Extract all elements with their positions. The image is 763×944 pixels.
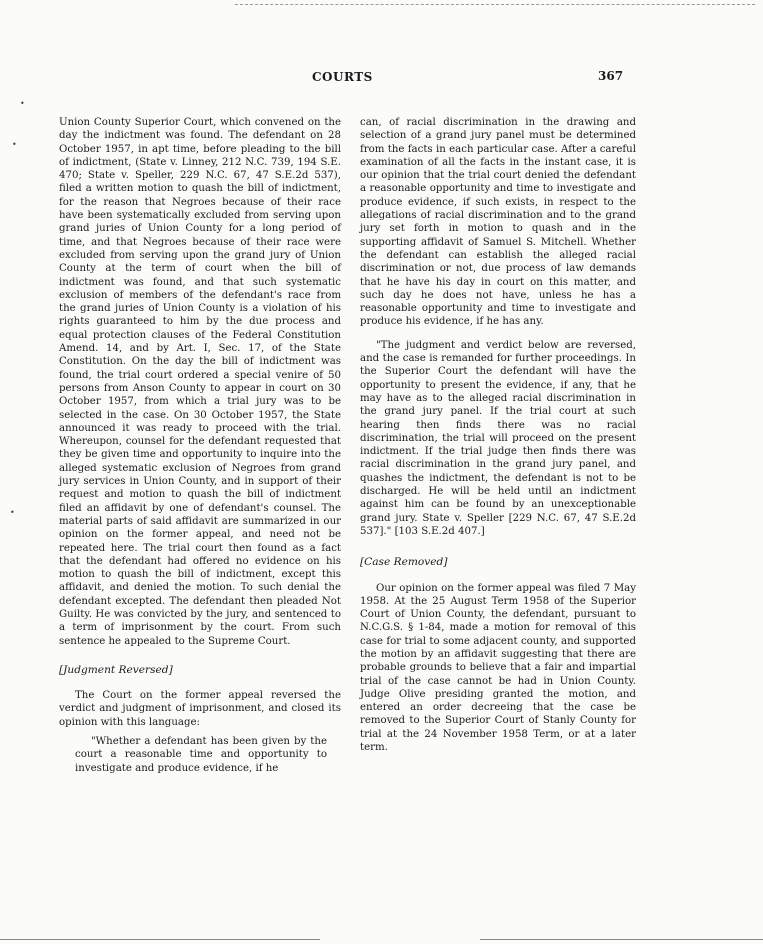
scan-bottom-rule-left — [0, 939, 320, 940]
section-heading-case-removed: [Case Removed] — [360, 556, 448, 569]
scan-speck: • — [10, 508, 15, 517]
scan-speck: • — [20, 99, 25, 108]
page-number: 367 — [598, 69, 624, 83]
section-heading-judgment-reversed: [Judgment Reversed] — [59, 663, 173, 676]
paragraph-procedural-history: Union County Superior Court, which convened on the day the indictment was found. The defendant on 28 October 1957, in apt time, before pleading to the bill of indictment, (State v. Linney, 212 N.C. 739, 194 S.E. 470; State v. Speller, 229 N.C. 67, 47 S.E.2d 537), filed a written motion to quash the bill of indictment, for the reason that Negroes because of their race have been systematically excluded from serving upon grand juries of Union County for a long period of time, and that Negroes because of their race were excluded from serving upon the grand jury of Union County at the term of court when the bill of indictment was found, and that such systematic exclusion of members of the defendant's race from the grand juries of Union County is a violation of his rights guaranteed to him by the due process and equal protection clauses of the Federal Constitution Amend. 14, and by Art. I, Sec. 17, of the State Constitution. On the day the bill of indictment was found, the trial court ordered a special venire of 50 persons from Anson County to appear in court on 30 October 1957, from which a trial jury was to be selected in the case. On 30 October 1957, the State announced it was ready to proceed with the trial. Whereupon, counsel for the defendant requested that they be given time and opportunity to inquire into the alleged systematic exclusion of Negroes from grand jury services in Union County, and in support of their request and motion to quash the bill of indictment filed an affidavit by one of defendant's counsel. The material parts of said affidavit are summarized in our opinion on the former appeal, and need not be repeated here. The trial court then found as a fact that the defendant had offered no evidence on his motion to quash the bill of indictment, except this affidavit, and denied the motion. To such denial the defendant excepted. The defendant then pleaded Not Guilty. He was convicted by the jury, and sentenced to a term of imprisonment by the court. From such sentence he appealed to the Supreme Court. — [59, 117, 341, 647]
block-quote-continuation: can, of racial discrimination in the drawing and selection of a grand jury panel must be determined from the facts in each particular case. After a careful examination of all the facts in the instant case, it is our opinion that the trial court denied the defendant a reasonable opportunity and time to investigate and produce evidence, if such exists, in respect to the allegations of racial discrimination and to the grand jury set forth in motion to quash and in the supporting affidavit of Samuel S. Mitchell. Whether the defendant can establish the alleged racial discrimination or not, due process of law demands that he have his day in court on this matter, and such day he does not have, unless he has a reasonable opportunity and time to investigate and produce his evidence, if he has any. — [360, 117, 636, 328]
right-column — [360, 116, 636, 754]
running-header-title: COURTS — [312, 70, 373, 84]
paragraph-former-appeal: The Court on the former appeal reversed the verdict and judgment of imprisonment, and closed its opinion with this language: — [59, 690, 341, 728]
block-quote-start: "Whether a defendant has been given by the court a reasonable time and opportunity to investigate and produce evidence, if he — [75, 736, 327, 774]
left-column — [59, 116, 341, 775]
block-quote-judgment: "The judgment and verdict below are reversed, and the case is remanded for further proceedings. In the Superior Court the defendant will have the opportunity to present the evidence, if any, that he may have as to the alleged racial discrimination in the grand jury panel. If the trial court at such hearing then finds there was no racial discrimination, the trial will proceed on the present indictment. If the trial judge then finds there was racial discrimination in the grand jury panel, and quashes the indictment, the defendant is not to be discharged. He will be held until an indictment against him can be found by an unexceptionable grand jury. State v. Speller [229 N.C. 67, 47 S.E.2d 537]." [103 S.E.2d 407.] — [360, 339, 636, 537]
scan-edge-rule — [235, 4, 755, 5]
paragraph-case-removed: Our opinion on the former appeal was filed 7 May 1958. At the 25 August Term 1958 of the Superior Court of Union County, the defendant, pursuant to N.C.G.S. § 1-84, made a motion for removal of this case for trial to some adjacent county, and supported the motion by an affidavit suggesting that there are probable grounds to believe that a fair and impartial trial of the case cannot be had in Union County. Judge Olive presiding granted the motion, and entered an order decreeing that the case be removed to the Superior Court of Stanly County for trial at the 24 November 1958 Term, or at a later term. — [360, 582, 636, 754]
scan-speck: • — [12, 140, 17, 149]
scan-bottom-rule-right — [480, 939, 763, 940]
